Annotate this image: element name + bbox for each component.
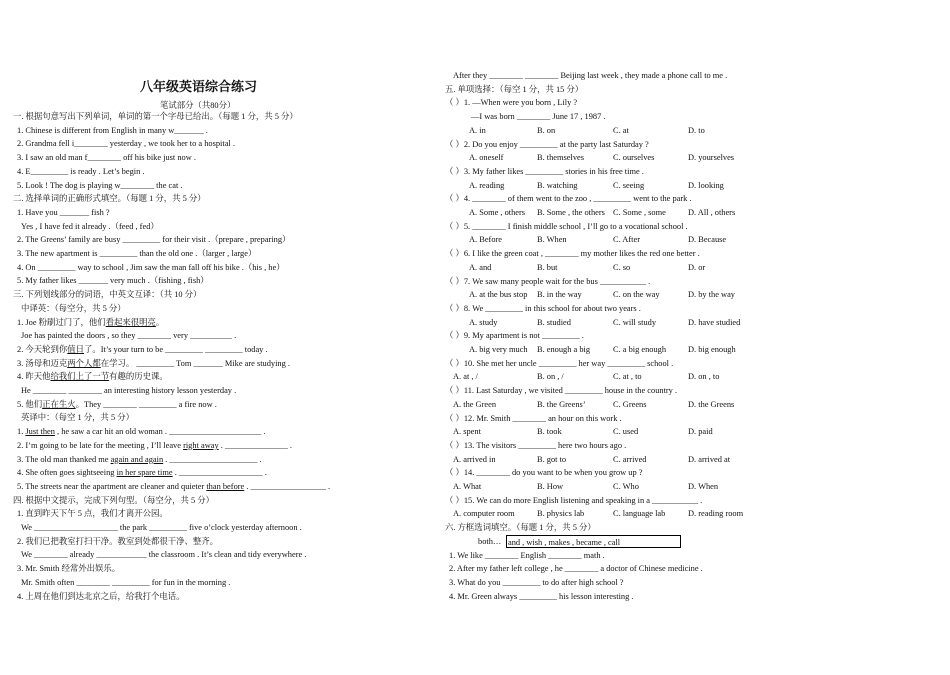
line-text: 1. <box>17 427 26 437</box>
underlined-phrase: than before <box>206 481 245 491</box>
line-text: 了。It’s your turn to be _________ _________ today . <box>84 344 268 354</box>
line-text: 2. I’m going to be late for the meeting , I’ll leave <box>17 440 184 450</box>
line-text: . __________________ . <box>244 481 331 491</box>
mc-option[interactable]: A. at the bus stop <box>469 290 528 300</box>
line-text: 5. The streets near the apartment are cleaner and quieter <box>17 481 207 491</box>
right-line <box>453 71 727 81</box>
left-line <box>21 523 302 533</box>
line-text: 1. We like ________ English ________ math . <box>449 550 605 560</box>
question-text: （ ）13. The visitors _________ here two hours ago . <box>445 440 627 450</box>
left-line <box>21 578 230 588</box>
left-line <box>17 263 285 273</box>
line-text: Yes , I have fed it already .（feed , fed） <box>21 221 159 231</box>
question-text: （ ）7. We saw many people wait for the bus ___________ . <box>445 276 651 286</box>
left-line <box>17 139 235 149</box>
fill-line <box>449 564 703 574</box>
line-text: 一. 根据句意写出下列单词，单词的第一个字母已给出。（每题 1 分，共 5 分） <box>13 112 298 121</box>
line-text: 5. Look ! The dog is playing w________ the cat . <box>17 180 183 190</box>
line-text: 。 <box>155 317 165 327</box>
line-text: 1. Have you _______ fish ? <box>17 207 110 217</box>
underlined-phrase: 给我们上了一节 <box>50 372 110 382</box>
line-text: We ____________________ the park _________ five o’clock yesterday afternoon . <box>21 523 302 532</box>
mc-option[interactable]: D. Because <box>688 235 727 245</box>
mc-question <box>445 331 584 341</box>
line-text: 中译英：（每空分，共 5 分） <box>21 303 126 313</box>
mc-question <box>471 112 605 122</box>
left-line <box>17 400 217 410</box>
line-text: 4. Mr. Green always _________ his lesson interesting . <box>449 591 634 601</box>
page-subtitle: 笔试部分（共80分） <box>160 101 236 110</box>
mc-option[interactable]: B. in the way <box>537 290 582 300</box>
mc-option[interactable]: D. All , others <box>688 208 736 217</box>
word-prefix <box>478 537 501 547</box>
mc-option[interactable]: D. have studied <box>688 317 741 327</box>
line-text: 1. 直到昨天下午 5 点，我们才离开公园。 <box>17 509 168 519</box>
line-text: 2. Grandma fell i________ yesterday , we took her to a hospital . <box>17 139 235 149</box>
mc-option[interactable]: B. the Greens’ <box>537 399 586 409</box>
mc-option[interactable]: B. watching <box>537 180 578 190</box>
mc-option[interactable]: B. physics lab <box>537 509 585 519</box>
line-text: 五. 单项选择：（每空 1 分，共 15 分） <box>445 84 584 94</box>
mc-option[interactable]: A. Some , others <box>469 208 526 217</box>
line-text: 4. On _________ way to school , Jim saw the man fall off his bike .（his , he） <box>17 262 285 272</box>
mc-option[interactable]: C. will study <box>613 317 657 327</box>
line-text: both… <box>478 536 502 546</box>
mc-option[interactable]: C. seeing <box>613 180 645 190</box>
question-text: （ ）12. Mr. Smith ________ an hour on this work . <box>445 413 622 423</box>
left-line <box>21 386 236 396</box>
question-text: （ ）6. I like the green coat , ________ my mother likes the red one better . <box>445 249 700 259</box>
line-text: 4. 上周在他们到达北京之后，给我打个电话。 <box>17 591 185 601</box>
line-text: 3. The old man thanked me <box>17 454 111 464</box>
left-line <box>21 331 236 341</box>
line-text: Mr. Smith often ________ _________ for fun in the morning . <box>21 577 231 587</box>
question-text: （ ）4. ________ of them went to the zoo , _________ went to the park . <box>445 194 692 204</box>
question-text: （ ）11. Last Saturday , we visited _________ house in the country . <box>445 386 678 396</box>
line-text: After they ________ ________ Beijing last week , they made a phone call to me . <box>453 71 728 80</box>
left-line <box>17 372 168 382</box>
mc-option[interactable]: A. What <box>453 482 482 491</box>
underlined-phrase: 值日 <box>67 344 84 354</box>
mc-option[interactable]: B. got to <box>537 454 567 464</box>
underlined-phrase: 两个人都 <box>67 358 101 368</box>
left-line <box>13 290 201 300</box>
question-text: （ ）10. She met her uncle _________ her way _________ school . <box>445 358 674 368</box>
mc-option[interactable]: C. Greens <box>613 399 647 409</box>
mc-option[interactable]: C. on the way <box>613 290 660 300</box>
question-text: （ ）9. My apartment is not _________ . <box>445 331 584 341</box>
mc-option[interactable]: B. themselves <box>537 153 584 163</box>
section-heading <box>445 523 596 533</box>
line-text: 2. 今天轮到你 <box>17 344 68 354</box>
line-text: 4. She often goes sightseeing <box>17 468 117 478</box>
mc-question <box>445 167 644 177</box>
left-line <box>17 468 267 478</box>
left-line <box>17 235 290 245</box>
line-text: 5. My father likes _______ very much .（fishing , fish） <box>17 276 209 286</box>
page-title: 八年级英语综合练习 <box>140 80 258 95</box>
mc-question <box>445 359 673 369</box>
left-line <box>17 592 185 602</box>
line-text: We ________ already ____________ the classroom . It’s clean and tidy everywhere . <box>21 550 307 560</box>
mc-option[interactable]: A. arrived in <box>453 454 496 464</box>
mc-option[interactable]: D. When <box>688 482 719 491</box>
line-text: 四. 根据中文提示，完成下列句型。（每空分，共 5 分） <box>13 495 214 505</box>
mc-question <box>445 98 577 108</box>
mc-option[interactable]: C. After <box>613 235 640 245</box>
question-text: （ ）5. ________ I finish middle school , I’ll go to a vocational school . <box>445 221 688 231</box>
fill-line <box>449 551 605 561</box>
question-text: （ ）15. We can do more English listening and speaking in a ___________ . <box>445 495 703 505</box>
underlined-phrase: 看起来很明亮 <box>105 317 156 327</box>
mc-option[interactable]: C. Some , some <box>613 208 666 217</box>
mc-option[interactable]: B. studied <box>537 317 571 327</box>
left-line <box>17 208 110 218</box>
mc-option[interactable]: A. in <box>469 125 486 135</box>
fill-line <box>449 592 633 602</box>
mc-option[interactable]: C. language lab <box>613 509 666 519</box>
mc-question <box>445 386 677 396</box>
underlined-phrase: right away <box>183 440 219 450</box>
line-text: Joe has painted the doors , so they ________ very __________ . <box>21 331 237 341</box>
mc-option[interactable]: A. computer room <box>453 509 515 519</box>
mc-option[interactable]: D. the Greens <box>688 399 735 409</box>
mc-option[interactable]: B. on <box>537 125 556 135</box>
left-line <box>17 249 256 259</box>
mc-option[interactable]: D. paid <box>688 427 713 437</box>
left-line <box>17 153 196 163</box>
mc-option[interactable]: B. on , / <box>537 372 564 382</box>
mc-question <box>445 441 626 451</box>
mc-option[interactable]: A. big very much <box>469 345 528 354</box>
left-line <box>17 345 268 355</box>
mc-option[interactable]: D. looking <box>688 180 724 190</box>
line-text: 2. After my father left college , he ________ a doctor of Chinese medicine . <box>449 564 703 574</box>
left-line <box>17 482 330 492</box>
left-line <box>21 550 306 560</box>
line-text: 1. Joe 粉刷过门了，他们 <box>17 317 106 327</box>
line-text: 1. Chinese is different from English in many w_______ . <box>17 125 208 135</box>
mc-option[interactable]: D. big enough <box>688 345 736 354</box>
mc-option[interactable]: C. ourselves <box>613 153 655 163</box>
left-line <box>17 359 290 369</box>
mc-question <box>445 496 702 506</box>
mc-option[interactable]: D. by the way <box>688 290 735 300</box>
mc-option[interactable]: C. at <box>613 125 629 135</box>
mc-option[interactable]: B. enough a big <box>537 345 591 354</box>
left-line <box>17 564 120 574</box>
mc-question <box>445 304 641 314</box>
left-line <box>21 304 126 314</box>
mc-option[interactable]: A. reading <box>469 180 505 190</box>
mc-question <box>445 414 622 424</box>
underlined-phrase: again and again <box>110 454 164 464</box>
mc-option[interactable]: C. used <box>613 427 639 437</box>
mc-option[interactable]: D. on , to <box>688 372 720 382</box>
mc-question <box>445 222 688 232</box>
line-text: 4. 昨天他 <box>17 372 51 382</box>
line-text: 5. 他们 <box>17 399 43 409</box>
mc-option[interactable]: B. took <box>537 427 562 437</box>
mc-option[interactable]: A. at , / <box>453 372 478 382</box>
mc-option[interactable]: D. reading room <box>688 509 744 519</box>
left-line <box>17 509 168 519</box>
mc-option[interactable]: B. Some , the others <box>537 208 605 217</box>
underlined-phrase: 正在生火 <box>42 399 76 409</box>
mc-option[interactable]: A. the Green <box>453 399 497 409</box>
line-text: 2. 我们已把教室打扫干净。教室到处都很干净、整齐。 <box>17 536 218 546</box>
line-text: 有趣的历史课。 <box>109 372 168 382</box>
left-line <box>13 112 298 122</box>
mc-option[interactable]: B. How <box>537 482 564 491</box>
section-heading <box>445 85 583 95</box>
line-text: 2. The Greens’ family are busy _________ for their visit .（prepare , preparing） <box>17 235 291 245</box>
left-line <box>17 441 292 451</box>
mc-option[interactable]: A. and <box>469 262 492 272</box>
mc-option[interactable]: A. study <box>469 317 498 327</box>
fill-line <box>449 578 624 588</box>
mc-question <box>445 277 650 287</box>
line-text: 在学习。 _________ Tom _______ Mike are studying . <box>100 358 290 368</box>
mc-option[interactable]: C. so <box>613 262 631 272</box>
mc-option[interactable]: C. Who <box>613 482 639 491</box>
line-text: 六. 方框选词填空。（每题 1 分，共 5 分） <box>445 523 596 533</box>
line-text: 3. What do you _________ to do after high school ? <box>449 577 624 587</box>
underlined-phrase: in her spare time <box>116 468 173 478</box>
mc-question <box>445 468 643 478</box>
line-text: He ________ ________ an interesting history lesson yesterday . <box>21 386 237 395</box>
mc-option[interactable]: D. or <box>688 262 706 272</box>
mc-question <box>445 140 649 150</box>
left-line <box>13 194 206 204</box>
left-line <box>17 276 209 286</box>
mc-option[interactable]: C. at , to <box>613 372 642 382</box>
left-line <box>17 318 164 328</box>
mc-option[interactable]: A. spent <box>453 427 481 437</box>
question-text: （ ）3. My father likes _________ stories in his free time . <box>445 166 644 176</box>
left-line <box>17 427 265 437</box>
line-text: . _____________________ . <box>163 454 262 464</box>
left-line <box>17 181 182 191</box>
line-text: 4. E_________ is ready . Let’s begin . <box>17 166 145 176</box>
left-line <box>13 496 214 506</box>
line-text: 3. I saw an old man f________ off his bike just now . <box>17 153 196 163</box>
mc-option[interactable]: D. to <box>688 125 705 135</box>
underlined-phrase: Just then <box>25 427 55 437</box>
line-text: . ____________________ . <box>172 468 267 478</box>
question-text: （ ）8. We _________ in this school for about two years . <box>445 303 641 313</box>
question-text: （ ）14. ________ do you want to be when you grow up ? <box>445 468 643 478</box>
left-line <box>17 167 144 177</box>
mc-option[interactable]: D. yourselves <box>688 153 735 163</box>
mc-question <box>445 194 692 204</box>
mc-option[interactable]: D. arrived at <box>688 454 731 464</box>
mc-option[interactable]: C. arrived <box>613 454 647 464</box>
line-text: , he saw a car hit an old woman . ______________________ . <box>54 427 266 437</box>
mc-option[interactable]: A. Before <box>469 235 503 245</box>
left-line <box>17 455 262 465</box>
line-text: 英译中：（每空 1 分，共 5 分） <box>21 413 135 423</box>
question-text: （ ）1. —When were you born , Lily ? <box>445 98 578 108</box>
mc-option[interactable]: B. but <box>537 262 558 272</box>
line-text: 3. The new apartment is _________ than the old one .（larger , large） <box>17 249 257 258</box>
mc-option[interactable]: A. oneself <box>469 153 504 163</box>
mc-question <box>445 249 700 259</box>
word-box: and , wish , makes , became , call <box>506 535 681 548</box>
mc-option[interactable]: B. When <box>537 235 567 245</box>
question-text: （ ）2. Do you enjoy _________ at the party last Saturday ? <box>445 139 649 149</box>
line-text: 3. 汤母和迈克 <box>17 358 68 368</box>
left-line <box>17 537 218 547</box>
line-text: 二. 选择单词的正确形式填空。（每题 1 分，共 5 分） <box>13 194 206 204</box>
line-text: 三. 下列划线部分的词语，中英文互译：（共 10 分） <box>13 290 202 300</box>
left-line <box>21 413 134 423</box>
line-text: 。They ________ _________ a fire now . <box>75 399 217 409</box>
left-line <box>21 222 159 232</box>
line-text: 3. Mr. Smith 经常外出娱乐。 <box>17 564 121 574</box>
mc-option[interactable]: C. a big enough <box>613 345 667 354</box>
left-line <box>17 126 208 136</box>
question-text: —I was born ________ June 17 , 1987 . <box>471 112 606 122</box>
line-text: . _______________ . <box>218 440 292 450</box>
